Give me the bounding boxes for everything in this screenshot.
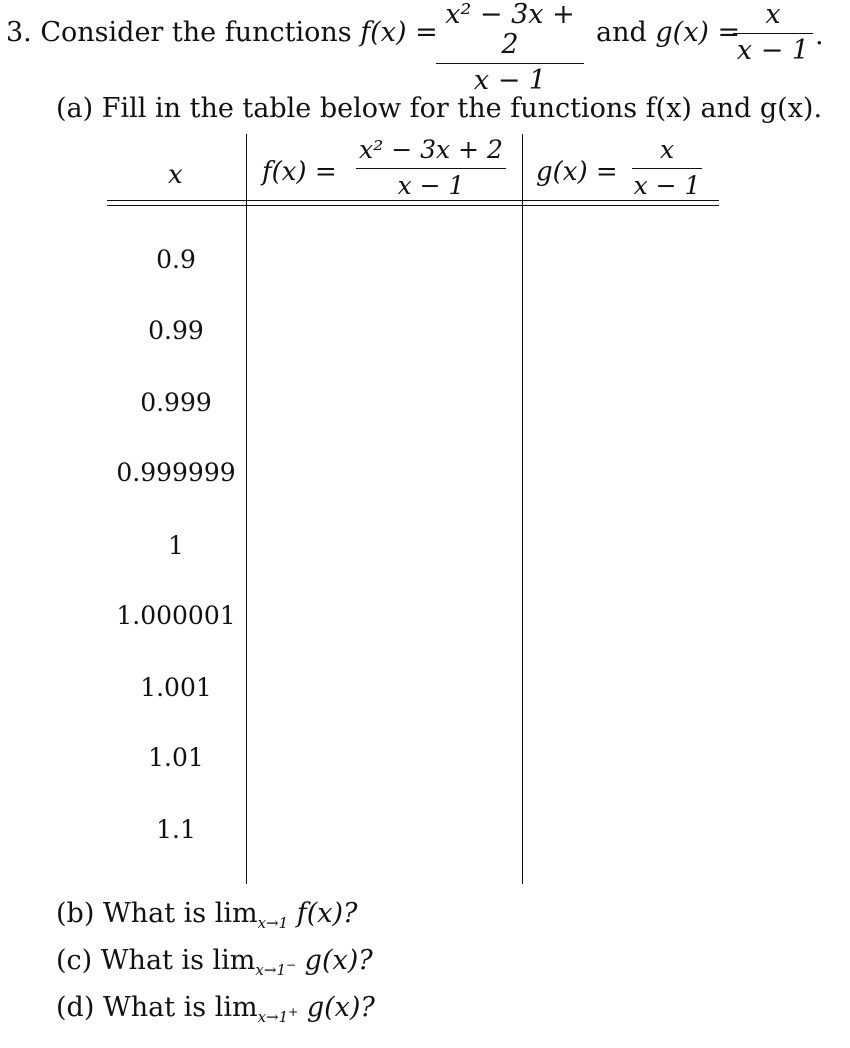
g-fraction — [733, 0, 813, 66]
fraction-bar — [436, 63, 584, 64]
part-d — [56, 992, 375, 1028]
part-c-pre: What is lim — [100, 945, 256, 976]
period: . — [815, 20, 824, 51]
table-f-numerator: x² − 3x + 2 — [359, 135, 503, 164]
part-c-post: g(x)? — [304, 945, 373, 976]
f-fraction — [436, 0, 584, 96]
part-a — [56, 93, 822, 125]
table-header-f-fraction — [356, 135, 506, 201]
table-f-denominator: x − 1 — [397, 171, 465, 200]
table-row-x-value: 1.01 — [148, 743, 204, 772]
table-row-x-value: 0.99 — [148, 316, 204, 345]
f-numerator: x² − 3x + 2 — [445, 0, 575, 60]
g-denominator: x − 1 — [736, 35, 810, 66]
part-a-text: Fill in the table below for the functions f(x) and g(x). — [101, 93, 823, 124]
part-d-pre: What is lim — [102, 992, 258, 1023]
table-header-rule-top — [107, 200, 719, 201]
table-header-rule-bottom — [107, 205, 719, 206]
table-g-denominator: x − 1 — [633, 171, 701, 200]
table-header-x: x — [168, 160, 183, 190]
problem-number: 3. — [6, 17, 32, 48]
part-b-pre: What is lim — [102, 898, 258, 929]
part-b-limit-subscript: x→1 — [257, 914, 289, 932]
g-numerator: x — [765, 0, 781, 30]
table-row-x-value: 0.999999 — [116, 458, 236, 487]
fraction-bar — [356, 168, 506, 169]
part-b — [56, 898, 358, 933]
f-name: f(x) — [360, 17, 407, 48]
table-header-g-fraction — [632, 135, 702, 201]
table-row-x-value: 1 — [168, 531, 184, 560]
table-header-g-label: g(x) = — [536, 157, 618, 187]
part-c — [56, 945, 373, 981]
table-row-x-value: 0.9 — [156, 245, 196, 274]
table-column-divider-2 — [522, 134, 523, 884]
part-d-limit-subscript: x→1 — [257, 1008, 289, 1026]
part-d-limit-superscript: + — [288, 1005, 299, 1019]
fraction-bar — [632, 168, 702, 169]
conjunction: and — [596, 17, 647, 48]
table-row-x-value: 1.000001 — [116, 601, 236, 630]
equals-sign: = — [415, 17, 438, 48]
part-c-limit-superscript: − — [286, 958, 297, 972]
part-b-post: f(x)? — [296, 898, 358, 929]
part-c-label: (c) — [56, 945, 93, 976]
equals-sign: = — [717, 17, 741, 48]
problem-statement — [6, 17, 438, 49]
part-a-label: (a) — [56, 93, 94, 124]
problem-intro: Consider the functions — [40, 17, 352, 48]
part-c-limit-subscript: x→1 — [255, 961, 286, 979]
f-denominator: x − 1 — [473, 65, 547, 96]
table-header-f-label: f(x) = — [262, 157, 337, 187]
g-definition-label — [596, 17, 740, 49]
table-row-x-value: 1.1 — [156, 815, 196, 844]
table-column-divider-1 — [246, 134, 247, 884]
part-d-label: (d) — [56, 992, 95, 1023]
part-b-label: (b) — [56, 898, 95, 929]
part-d-post: g(x)? — [306, 992, 375, 1023]
fraction-bar — [733, 33, 813, 34]
table-g-numerator: x — [659, 135, 675, 164]
g-name: g(x) — [655, 17, 709, 48]
table-row-x-value: 1.001 — [140, 673, 212, 702]
table-row-x-value: 0.999 — [140, 388, 212, 417]
